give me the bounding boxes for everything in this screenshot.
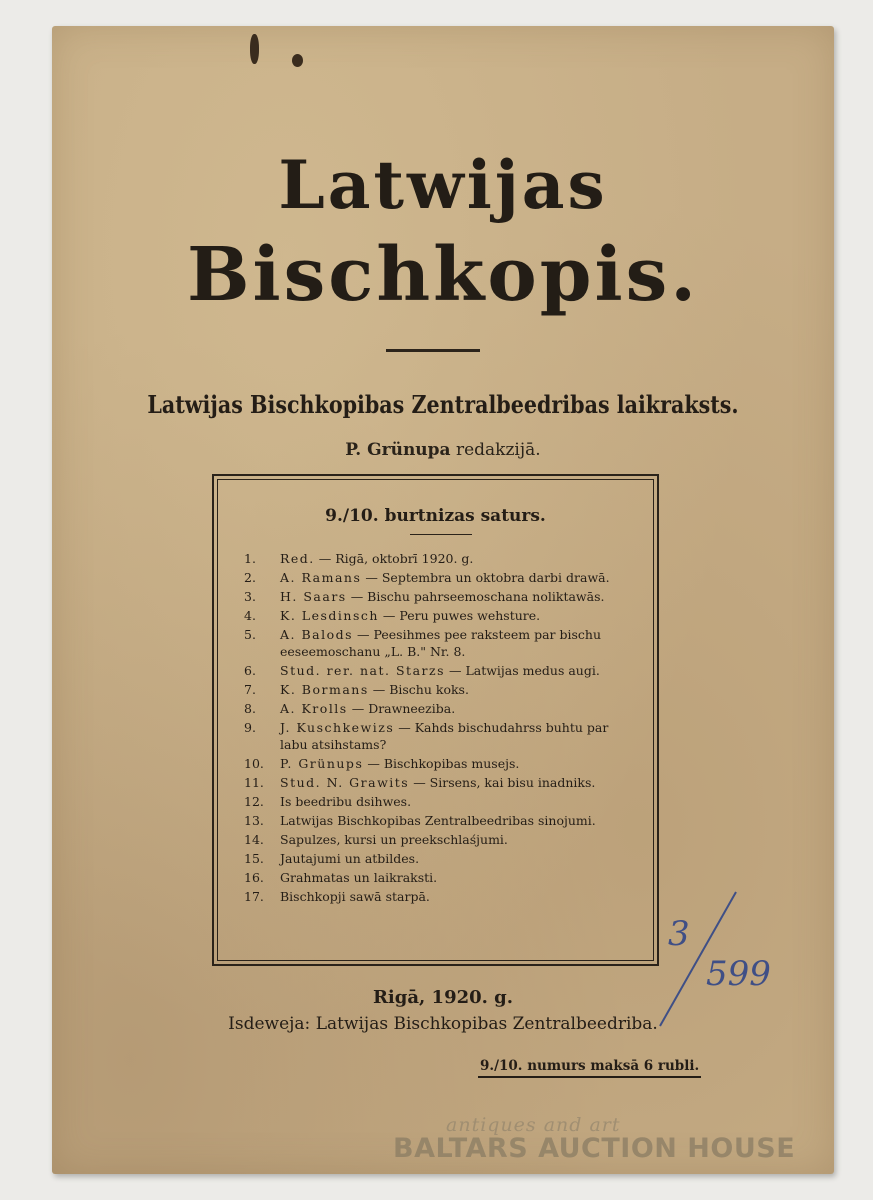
contents-item	[244, 569, 634, 586]
ink-stain	[250, 34, 259, 64]
contents-item-author: H. Saars	[280, 589, 347, 604]
contents-item-author: Stud. N. Grawits	[280, 775, 410, 790]
contents-item	[244, 793, 634, 810]
contents-item-title: Grahmatas un laikraksti.	[280, 870, 438, 885]
contents-item-title: Latwijas Bischkopibas Zentralbeedribas sinojumi.	[280, 813, 596, 828]
contents-item	[244, 774, 634, 791]
handwritten-bottom: 599	[706, 954, 771, 994]
contents-item-title: Bischkopji sawā starpā.	[280, 889, 430, 904]
contents-item-title: Sirsens, kai bisu inadniks.	[429, 775, 596, 790]
contents-item	[244, 607, 634, 624]
contents-item-text: A. Ramans — Septembra un oktobra darbi drawā.	[280, 570, 610, 585]
contents-item	[244, 850, 634, 867]
contents-item-number: 14.	[244, 832, 264, 847]
contents-item	[244, 626, 634, 660]
contents-item-title: Sapulzes, kursi un preekschlaśjumi.	[280, 832, 508, 847]
contents-item-text: K. Bormans — Bischu koks.	[280, 682, 469, 697]
contents-item-number: 1.	[244, 551, 256, 566]
contents-item	[244, 888, 634, 905]
place-date: Rigā, 1920. g.	[372, 987, 514, 1008]
contents-item-title: Kahds bischudahrss buhtu par labu atsihstams?	[280, 720, 609, 752]
contents-item-title: Is beedribu dsihwes.	[280, 794, 412, 809]
contents-item	[244, 869, 634, 886]
title-line-1: Latwijas	[278, 146, 608, 224]
ink-stain	[292, 54, 303, 67]
contents-item-number: 10.	[244, 756, 264, 771]
contents-divider	[410, 534, 472, 535]
contents-item	[244, 755, 634, 772]
contents-item-title: Latwijas medus augi.	[465, 663, 600, 678]
contents-item-number: 9.	[244, 720, 256, 735]
contents-item-number: 11.	[244, 775, 264, 790]
publisher: Isdeweja: Latwijas Bischkopibas Zentralbeedriba.	[228, 1014, 658, 1034]
handwritten-top: 3	[668, 914, 690, 954]
contents-item-number: 13.	[244, 813, 264, 828]
contents-item-text: P. Grünups — Bischkopibas musejs.	[280, 756, 520, 771]
contents-item-title: Bischkopibas musejs.	[383, 756, 520, 771]
contents-item-number: 12.	[244, 794, 264, 809]
contents-item-author: K. Lesdinsch	[280, 608, 379, 623]
contents-item	[244, 662, 634, 679]
contents-item-title: Bischu koks.	[389, 682, 469, 697]
title-divider	[386, 349, 480, 352]
watermark-tagline: antiques and art	[446, 1114, 621, 1136]
contents-item-title: Jautajumi un atbildes.	[280, 851, 420, 866]
editor-suffix: redakzijā.	[455, 440, 541, 460]
contents-item	[244, 700, 634, 717]
contents-item	[244, 719, 634, 753]
contents-item-number: 7.	[244, 682, 256, 697]
contents-item-author: A. Ramans	[280, 570, 362, 585]
contents-item-number: 5.	[244, 627, 256, 642]
contents-box	[212, 474, 659, 966]
contents-item-author: Stud. rer. nat. Starzs	[280, 663, 445, 678]
editor-name: P. Grünupa	[345, 440, 451, 460]
contents-item	[244, 550, 634, 567]
contents-item	[244, 812, 634, 829]
contents-item-author: J. Kuschkewizs	[280, 720, 395, 735]
contents-item-author: A. Balods	[280, 627, 354, 642]
title-line-2: Bischkopis.	[186, 232, 700, 318]
contents-item-title: Rigā, oktobrī 1920. g.	[335, 551, 474, 566]
contents-item-number: 8.	[244, 701, 256, 716]
contents-item-text: Red. — Rigā, oktobrī 1920. g.	[280, 551, 474, 566]
contents-item-text: A. Balods — Peesihmes pee raksteem par bischu eeseemoschanu „L. B." Nr. 8.	[280, 627, 602, 659]
contents-item-author: Red.	[280, 551, 315, 566]
contents-list	[244, 550, 634, 907]
contents-item-text	[280, 869, 634, 886]
contents-item-number: 2.	[244, 570, 256, 585]
contents-item-text: Stud. rer. nat. Starzs — Latwijas medus augi.	[280, 663, 600, 678]
contents-heading: 9./10. burtnizas saturs.	[325, 506, 546, 526]
watermark-brand: BALTARS AUCTION HOUSE	[393, 1133, 796, 1164]
editor-line	[52, 440, 834, 460]
subtitle: Latwijas Bischkopibas Zentralbeedribas laikraksts.	[147, 390, 739, 419]
contents-item-title: Peesihmes pee raksteem par bischu eeseemoschanu „L. B." Nr. 8.	[280, 627, 602, 659]
contents-item-number: 4.	[244, 608, 256, 623]
contents-item-author: A. Krolls	[280, 701, 348, 716]
contents-item-text: A. Krolls — Drawneeziba.	[280, 701, 456, 716]
contents-item-title: Septembra un oktobra darbi drawā.	[381, 570, 610, 585]
contents-item-text: H. Saars — Bischu pahrseemoschana noliktawās.	[280, 589, 605, 604]
contents-item-text: J. Kuschkewizs — Kahds bischudahrss buhtu par labu atsihstams?	[280, 720, 609, 752]
contents-item-text	[280, 850, 634, 867]
contents-item-text: Stud. N. Grawits — Sirsens, kai bisu inadniks.	[280, 775, 596, 790]
contents-item-number: 17.	[244, 889, 264, 904]
contents-item	[244, 588, 634, 605]
contents-item-text	[280, 793, 634, 810]
contents-item-text	[280, 831, 634, 848]
contents-item-text: K. Lesdinsch — Peru puwes wehsture.	[280, 608, 541, 623]
price-note: 9./10. numurs maksā 6 rubli.	[478, 1058, 701, 1078]
contents-item-title: Drawneeziba.	[368, 701, 456, 716]
contents-item-number: 6.	[244, 663, 256, 678]
contents-item-text	[280, 888, 634, 905]
contents-item-number: 16.	[244, 870, 264, 885]
contents-item-title: Bischu pahrseemoschana noliktawās.	[367, 589, 605, 604]
contents-item-number: 15.	[244, 851, 264, 866]
contents-item-number: 3.	[244, 589, 256, 604]
contents-item-author: P. Grünups	[280, 756, 364, 771]
contents-item	[244, 831, 634, 848]
contents-item-text	[280, 812, 634, 829]
contents-item-author: K. Bormans	[280, 682, 369, 697]
contents-item	[244, 681, 634, 698]
contents-item-title: Peru puwes wehsture.	[399, 608, 541, 623]
